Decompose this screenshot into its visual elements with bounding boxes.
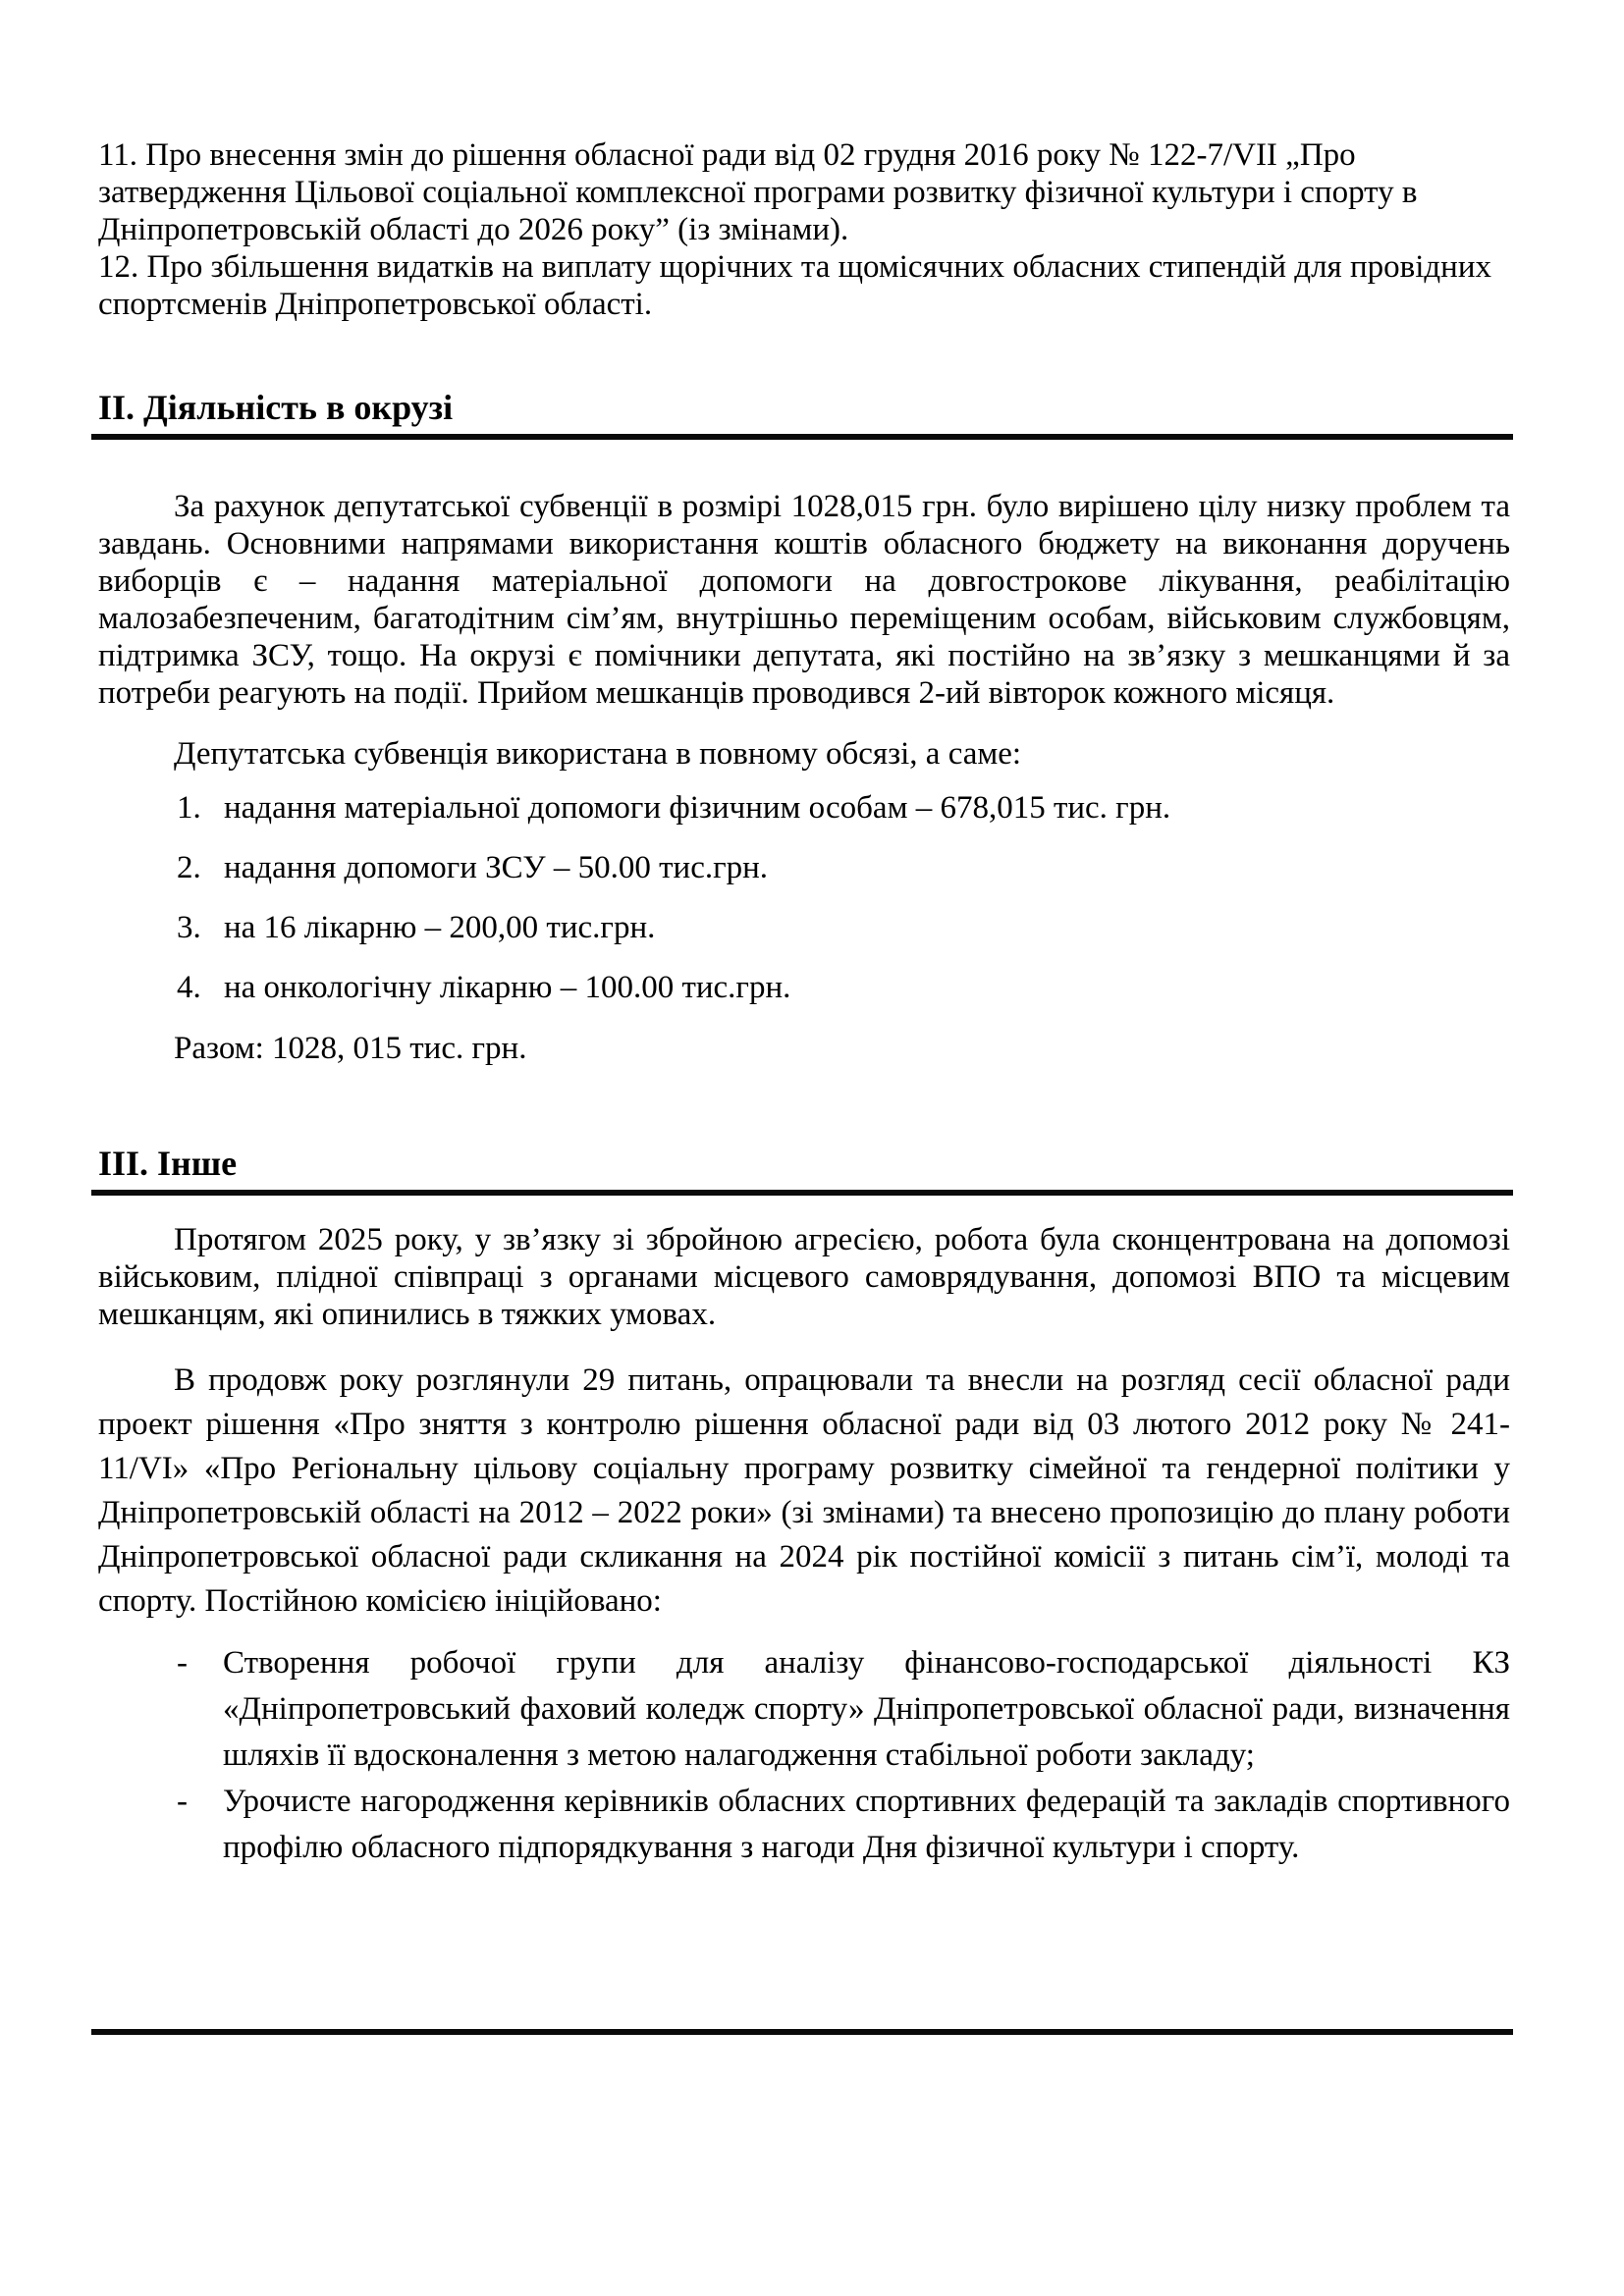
initiatives-list bbox=[98, 1640, 1510, 1871]
bullet-text: Урочисте нагородження керівників обласних спортивних федерацій та закладів спортивного профілю обласного підпорядкування з нагоди Дня фізичної культури і спорту. bbox=[223, 1784, 1510, 1865]
total-line: Разом: 1028, 015 тис. грн. bbox=[174, 1031, 527, 1066]
item-text: надання допомоги ЗСУ – 50.00 тис.грн. bbox=[224, 850, 769, 885]
section-3-heading: ІІІ. Інше bbox=[98, 1144, 238, 1183]
list-item-3 bbox=[98, 909, 1510, 946]
item-number: 1. bbox=[177, 790, 201, 826]
footer-rule bbox=[91, 2029, 1513, 2035]
item-number: 4. bbox=[177, 970, 201, 1005]
bullet-item-2 bbox=[98, 1779, 1510, 1871]
bullet-text: Створення робочої групи для аналізу фінансово-господарської діяльності КЗ «Дніпропетровський фаховий коледж спорту» Дніпропетровської обласної ради, визначення шляхів її вдосконалення з метою налагодження стабільної роботи закладу; bbox=[223, 1645, 1510, 1773]
item-number: 2. bbox=[177, 850, 201, 885]
item-text: на онкологічну лікарню – 100.00 тис.грн. bbox=[224, 970, 791, 1005]
list-item-4 bbox=[98, 969, 1510, 1006]
section-3-paragraph-1: Протягом 2025 року, у зв’язку зі збройною агресією, робота була сконцентрована на допомозі військовим, плідної співпраці з органами місцевого самоврядування, допомозі ВПО та місцевим мешканцям, які опинились в тяжких умовах. bbox=[98, 1222, 1510, 1332]
agenda-item-11: 11. Про внесення змін до рішення обласної ради від 02 грудня 2016 року № 122-7/VII „Про затвердження Цільової соціальної комплексної програми розвитку фізичної культури і спорту в Дніпропетровській області до 2026 року” (із змінами). bbox=[98, 137, 1418, 247]
section-2-paragraph-2: Депутатська субвенція використана в повному обсязі, а саме: bbox=[174, 736, 1022, 772]
bullet-item-1 bbox=[98, 1640, 1510, 1779]
subvention-list bbox=[98, 789, 1510, 1006]
item-text: надання матеріальної допомоги фізичним особам – 678,015 тис. грн. bbox=[224, 790, 1171, 826]
section-2-underline bbox=[91, 434, 1513, 440]
item-number: 3. bbox=[177, 910, 201, 945]
section-2-heading: ІІ. Діяльність в окрузі bbox=[98, 388, 454, 427]
section-3-underline bbox=[91, 1190, 1513, 1196]
dash-marker: - bbox=[177, 1645, 188, 1681]
list-item-2 bbox=[98, 849, 1510, 886]
item-text: на 16 лікарню – 200,00 тис.грн. bbox=[224, 910, 656, 945]
dash-marker: - bbox=[177, 1784, 188, 1819]
agenda-block bbox=[98, 136, 1510, 323]
agenda-item-12: 12. Про збільшення видатків на виплату щорічних та щомісячних обласних стипендій для провідних спортсменів Дніпропетровської області. bbox=[98, 249, 1491, 322]
section-2-paragraph-1: За рахунок депутатської субвенції в розмірі 1028,015 грн. було вирішено цілу низку проблем та завдань. Основними напрямами використання коштів обласного бюджету на виконання доручень виборців є – надання матеріальної допомоги на довгострокове лікування, реабілітацію малозабезпеченим, багатодітним сім’ям, внутрішньо переміщеним особам, військовим службовцям, підтримка ЗСУ, тощо. На окрузі є помічники депутата, які постійно на зв’язку з мешканцями й за потреби реагують на події. Прийом мешканців проводився 2-ий вівторок кожного місяця. bbox=[98, 489, 1510, 711]
list-item-1 bbox=[98, 789, 1510, 827]
section-3-paragraph-2: В продовж року розглянули 29 питань, опрацювали та внесли на розгляд сесії обласної ради проект рішення «Про зняття з контролю рішення обласної ради від 03 лютого 2012 року № 241-11/VI» «Про Регіональну цільову соціальну програму розвитку сімейної та гендерної політики у Дніпропетровській області на 2012 – 2022 роки» (зі змінами) та внесено пропозицію до плану роботи Дніпропетровської обласної ради скликання на 2024 рік постійної комісії з питань сім’ї, молоді та спорту. Постійною комісією ініційовано: bbox=[98, 1362, 1510, 1619]
